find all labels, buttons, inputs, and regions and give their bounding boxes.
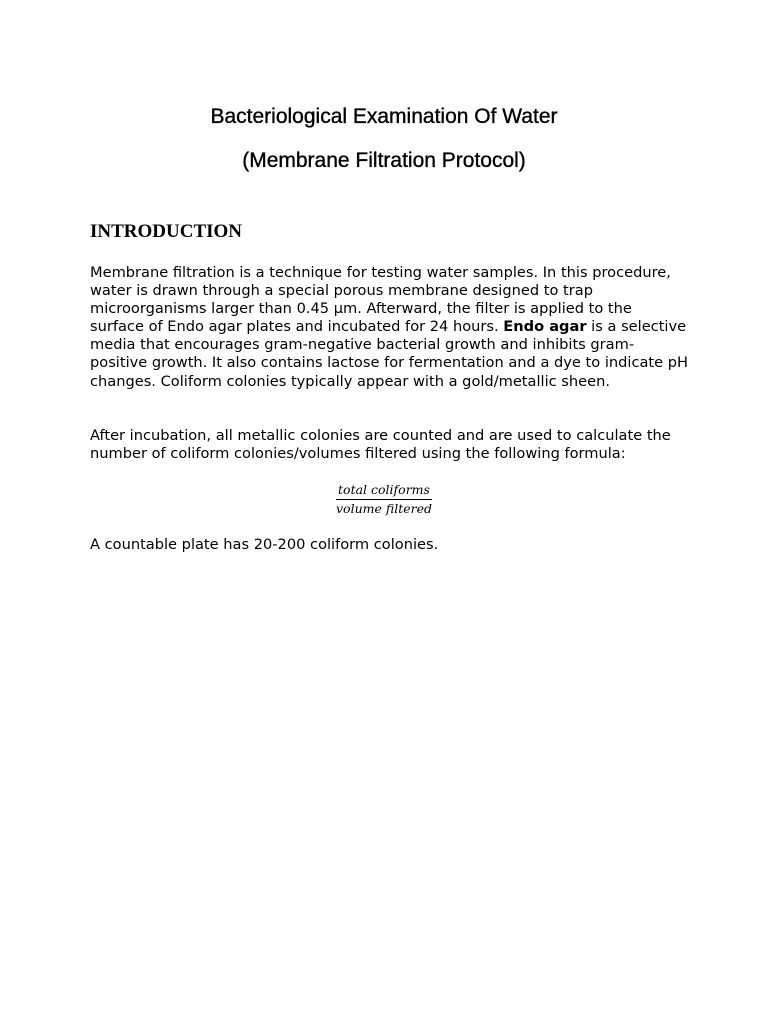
endo-agar-bold-term: Endo agar bbox=[503, 318, 587, 336]
section-heading-introduction: INTRODUCTION bbox=[90, 221, 243, 242]
formula-fraction bbox=[334, 482, 434, 517]
formula-numerator: total coliforms bbox=[336, 482, 432, 500]
formula-denominator: volume filtered bbox=[336, 501, 432, 516]
countable-plate-paragraph: A countable plate has 20-200 coliform colonies. bbox=[90, 536, 439, 553]
incubation-paragraph: After incubation, all metallic colonies are counted and are used to calculate the number of coliform colonies/volumes filtered using the following formula: bbox=[90, 427, 671, 463]
intro-text-end: is a selective media that encourages gram-negative bacterial growth and inhibits gram-positive growth. It also contains lactose for fermentation and a dye to indicate pH changes. Coliform colonies typically appear with a gold/metallic sheen. bbox=[90, 318, 688, 390]
document-subtitle: (Membrane Filtration Protocol) bbox=[242, 149, 526, 172]
intro-paragraph bbox=[90, 264, 690, 391]
coliform-formula bbox=[0, 482, 768, 517]
document-title: Bacteriological Examination Of Water bbox=[210, 105, 558, 128]
intro-text-start: Membrane filtration is a technique for testing water samples. In this procedure, water is drawn through a special porous membrane designed to trap microorganisms larger than 0.45 µm. Afterward, the filter is applied to the surface of Endo agar plates and incubated for 24 hours. bbox=[90, 264, 671, 336]
